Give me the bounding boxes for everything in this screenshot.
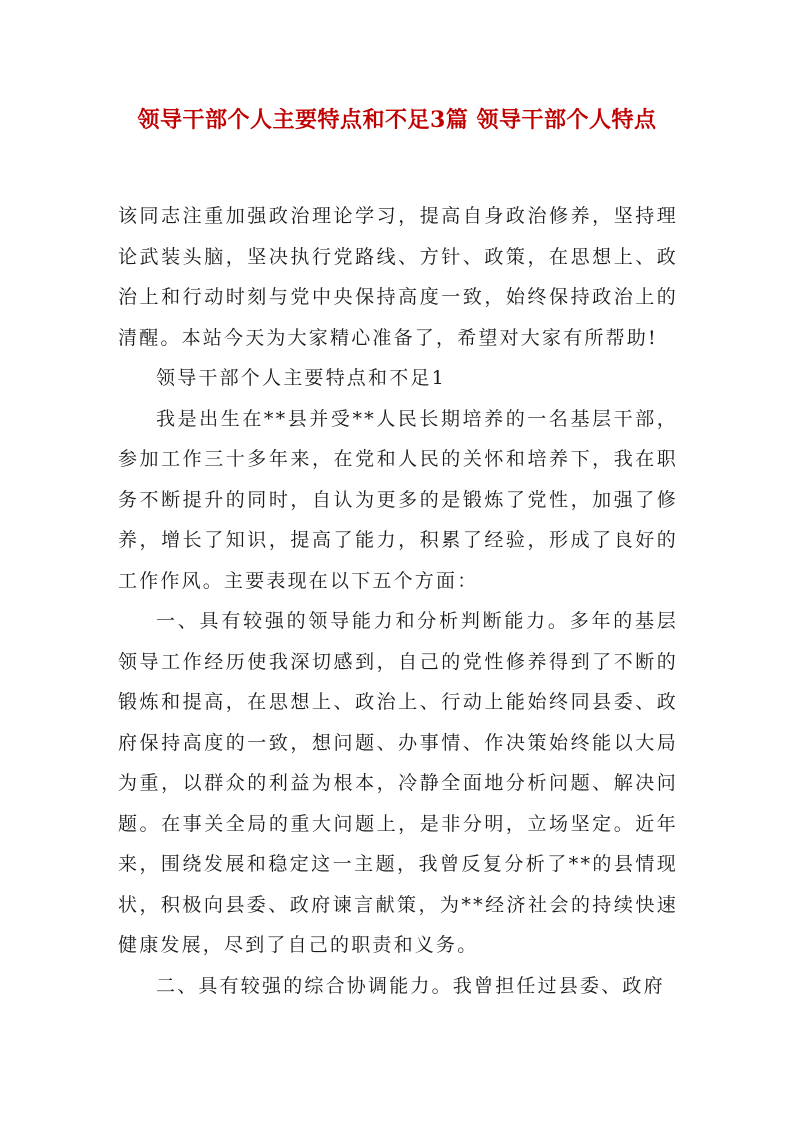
section-heading: 领导干部个人主要特点和不足1 [156,367,446,389]
document-body [118,196,678,1006]
body-paragraph: 一、具有较强的领导能力和分析判断能力。多年的基层领导工作经历使我深切感到，自己的党性修养得到了不断的锻炼和提高，在思想上、政治上、行动上能始终同县委、政府保持高度的一致，想问题、办事情、作决策始终能以大局为重，以群众的利益为根本，冷静全面地分析问题、解决问题。在事关全局的重大问题上，是非分明，立场坚定。近年来，围绕发展和稳定这一主题，我曾反复分析了**的县情现状，积极向县委、政府谏言献策，为**经济社会的持续快速健康发展，尽到了自己的职责和义务。 [118,610,678,956]
body-paragraph: 二、具有较强的综合协调能力。我曾担任过县委、政府 [156,974,665,997]
body-paragraph: 我是出生在**县并受**人民长期培养的一名基层干部，参加工作三十多年来，在党和人民的关怀和培养下，我在职务不断提升的同时，自认为更多的是锻炼了党性，加强了修养，增长了知识，提高了能力，积累了经验，形成了良好的工作作风。主要表现在以下五个方面： [118,407,678,592]
document-title: 领导干部个人主要特点和不足3篇 领导干部个人特点 [137,107,657,133]
intro-paragraph: 该同志注重加强政治理论学习，提高自身政治修养，坚持理论武装头脑，坚决执行党路线、方针、政策，在思想上、政治上和行动时刻与党中央保持高度一致，始终保持政治上的清醒。本站今天为大家精心准备了，希望对大家有所帮助! [118,205,678,349]
